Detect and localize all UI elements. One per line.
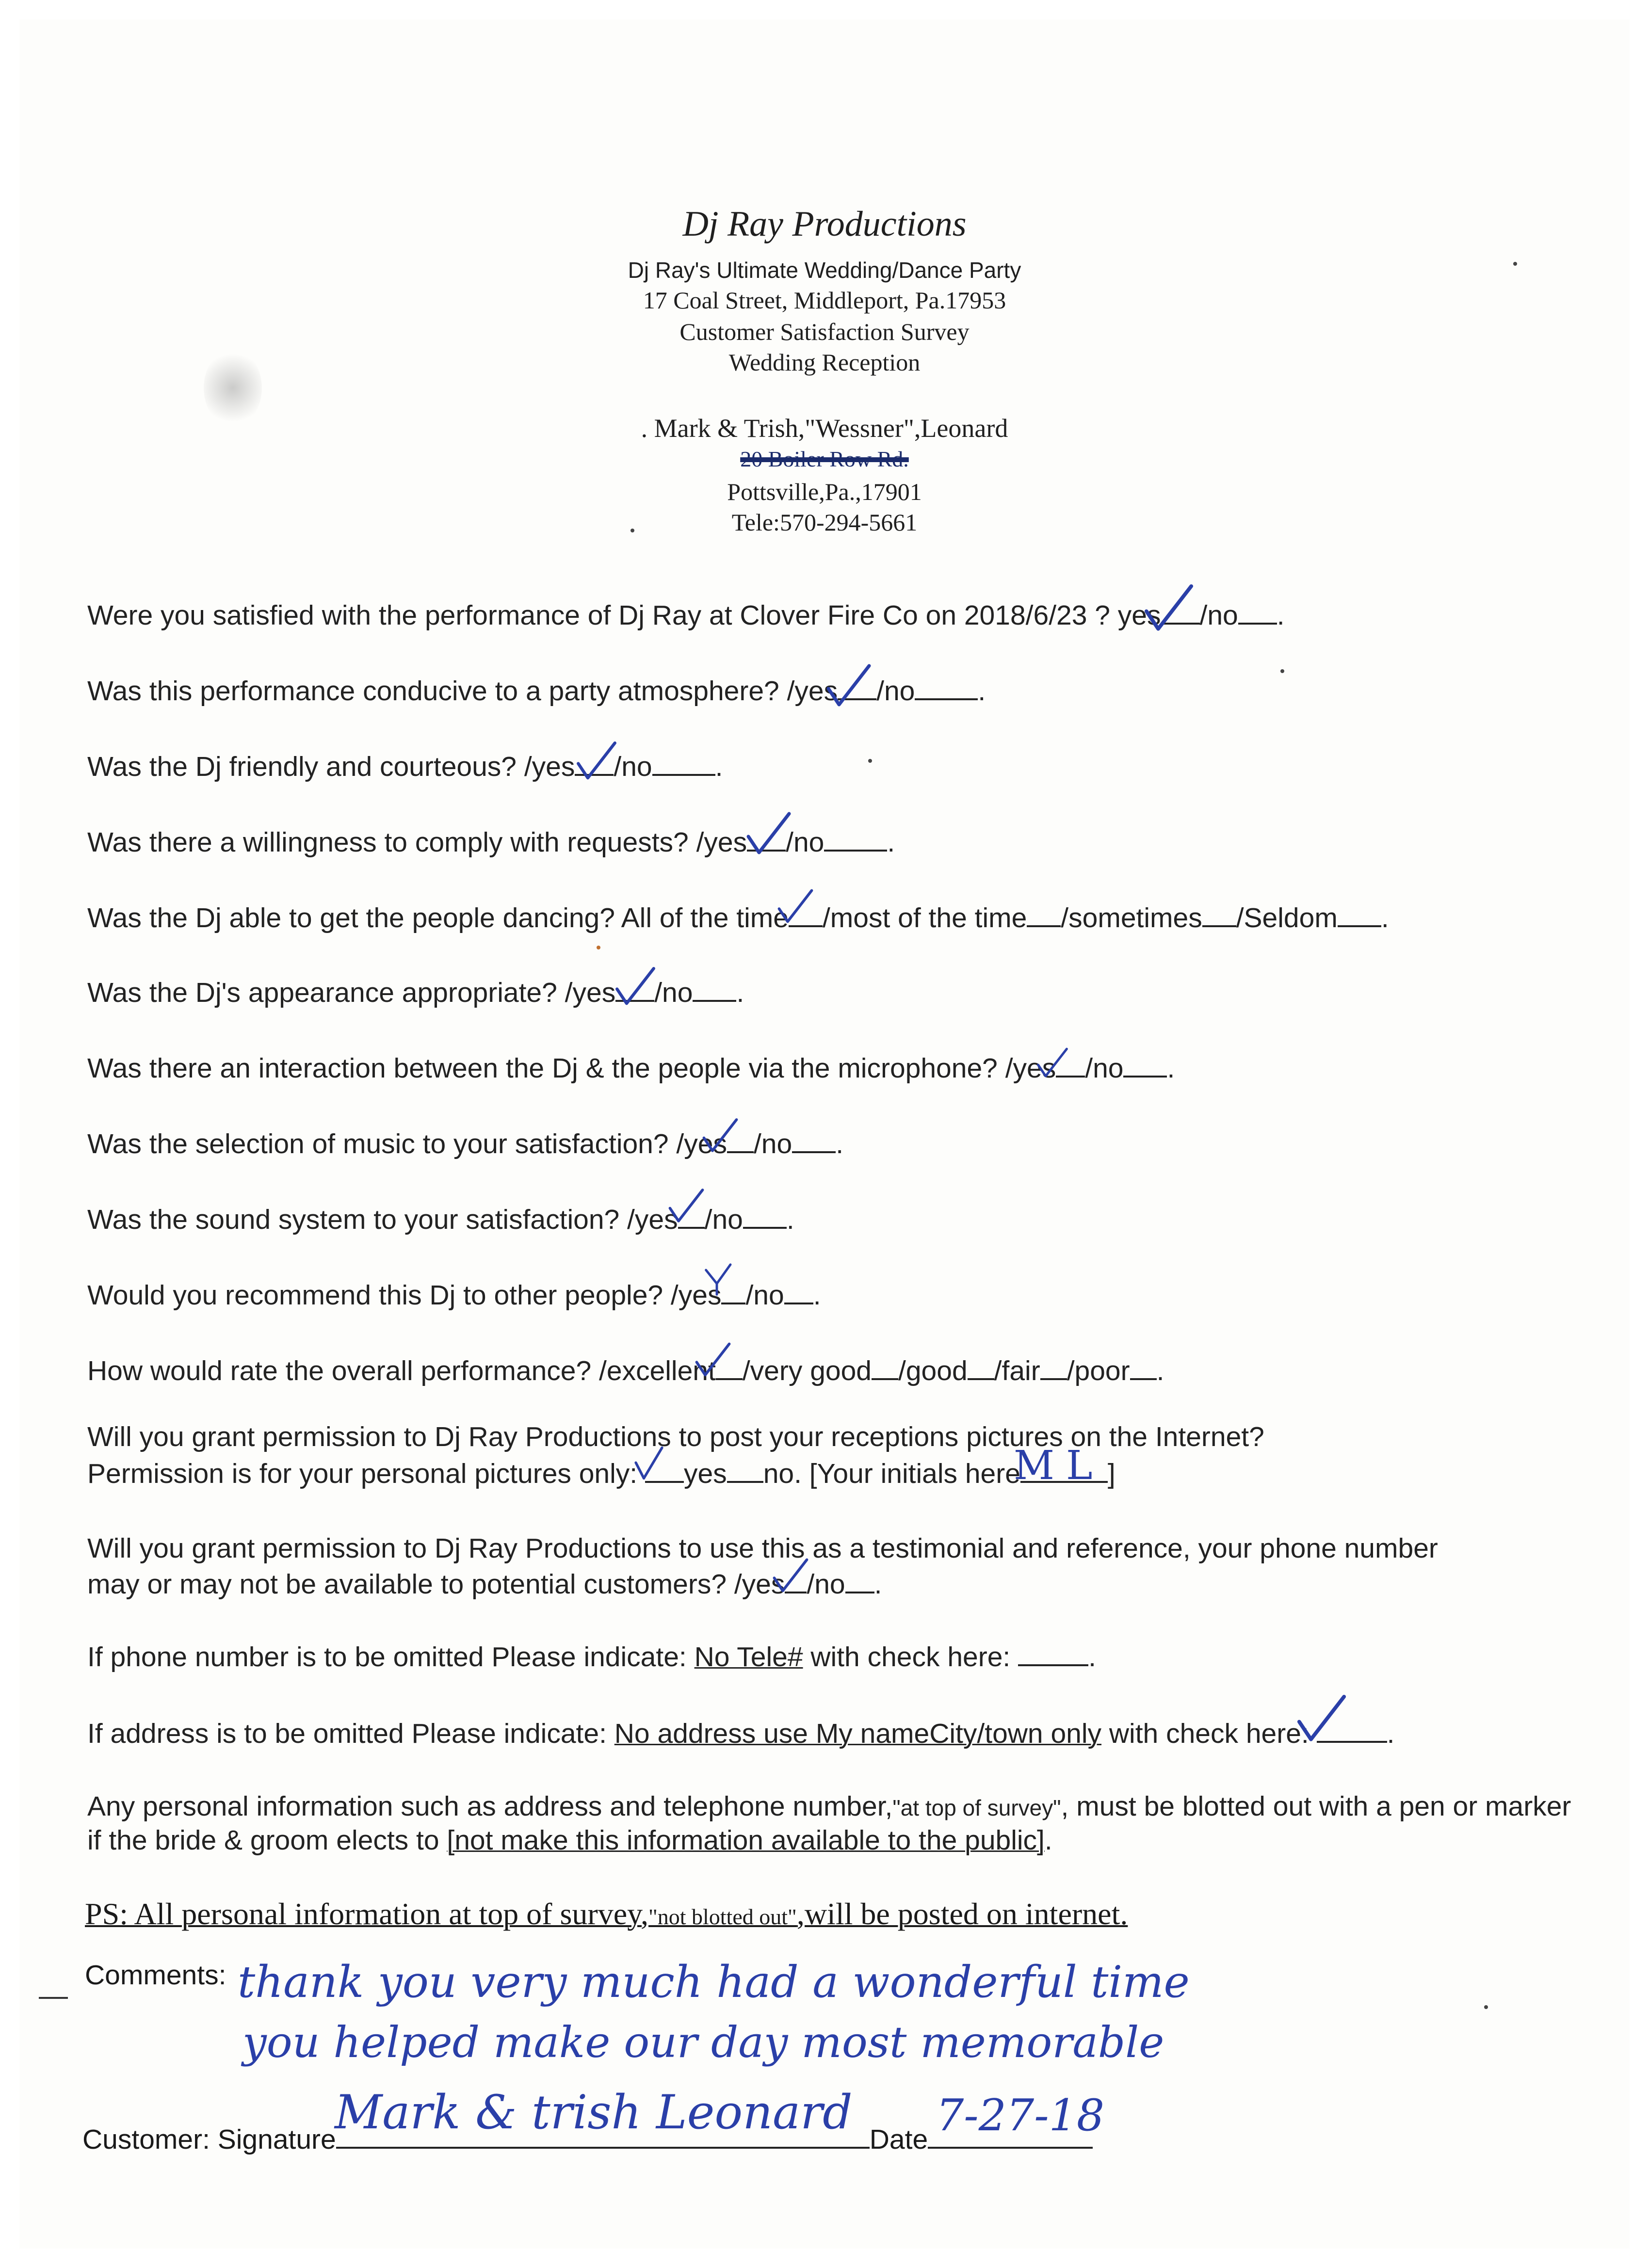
margin-dash <box>39 1997 68 1999</box>
question-9: Was the sound system to your satisfaction? /yes /no . <box>87 1202 794 1236</box>
q3-yes-checkmark <box>575 740 618 783</box>
customer-city: Pottsville,Pa.,17901 <box>727 478 922 505</box>
question-14: If phone number is to be omitted Please indicate: No Tele# with check here: . <box>87 1639 1096 1673</box>
q11-very-good-blank[interactable] <box>872 1353 898 1380</box>
paper-speck <box>1484 2005 1488 2009</box>
comments-label: Comments: <box>85 1960 226 1991</box>
survey-title: Customer Satisfaction Survey <box>679 318 970 345</box>
paper-speck <box>1280 669 1284 673</box>
comment-line-1[interactable]: thank you very much had a wonderful time <box>238 1957 1190 2008</box>
company-address: 17 Coal Street, Middleport, Pa.17953 <box>643 287 1006 314</box>
q5-all-time-checkmark <box>776 880 815 933</box>
paper-speck <box>630 529 634 532</box>
question-13-line-2: may or may not be available to potential customers? /yes /no . <box>87 1566 882 1600</box>
paper-speck <box>597 946 600 949</box>
question-1: Were you satisfied with the performance of Dj Ray at Clover Fire Co on 2018/6/23 ? yes /no . <box>87 597 1285 631</box>
q6-no-blank[interactable] <box>693 975 736 1002</box>
blotted-street-address: 20 Boiler Row Rd. <box>740 447 909 471</box>
q1-yes-checkmark <box>1142 582 1196 635</box>
company-name: Dj Ray Productions <box>682 204 967 244</box>
customer-signature: Mark & trish Leonard <box>335 2085 853 2139</box>
question-7: Was there an interaction between the Dj & the people via the microphone? /yes /no . <box>87 1050 1175 1084</box>
question-4: Was there a willingness to comply with requests? /yes /no . <box>87 824 895 858</box>
q5-sometimes-blank[interactable] <box>1202 900 1236 927</box>
q4-no-blank[interactable] <box>824 824 887 852</box>
q2-yes-checkmark <box>824 662 873 710</box>
paper-speck <box>1513 262 1517 266</box>
question-5: Was the Dj able to get the people dancing? All of the time /most of the time /sometimes /Seldom . <box>87 900 1389 934</box>
q12-no-blank[interactable] <box>727 1456 763 1483</box>
q10-no-blank[interactable] <box>784 1277 813 1304</box>
paper-speck <box>868 759 872 763</box>
question-8: Was the selection of music to your satisfaction? /yes /no . <box>87 1126 843 1160</box>
question-11: How would rate the overall performance? /excellent /very good /good /fair /poor . <box>87 1353 1164 1387</box>
q6-yes-checkmark <box>614 965 657 1009</box>
q11-excellent-checkmark <box>694 1336 732 1384</box>
signature-row: Customer: Signature Date <box>82 2122 1093 2155</box>
q9-no-blank[interactable] <box>743 1202 787 1229</box>
question-10: Would you recommend this Dj to other people? /yes /no . <box>87 1277 821 1311</box>
q10-yes-checkmark <box>703 1254 737 1307</box>
ps-notice: PS: All personal information at top of survey,"not blotted out",will be posted on internet. <box>85 1897 1128 1931</box>
question-12-line-2: Permission is for your personal pictures only: yes no. [Your initials here ] <box>87 1456 1116 1490</box>
q8-no-blank[interactable] <box>792 1126 836 1153</box>
q12-yes-checkmark <box>633 1443 669 1486</box>
q11-poor-blank[interactable] <box>1130 1353 1157 1380</box>
q14-check-blank[interactable] <box>1018 1639 1088 1666</box>
question-16-line-1: Any personal information such as address and telephone number,"at top of survey", must be blotted out with a pen or marker <box>87 1791 1571 1822</box>
customer-initials: ML <box>1014 1443 1104 1489</box>
q2-no-blank[interactable] <box>915 673 978 700</box>
question-2: Was this performance conducive to a party atmosphere? /yes /no . <box>87 673 986 707</box>
q15-checkmark <box>1295 1692 1348 1746</box>
question-6: Was the Dj's appearance appropriate? /yes /no . <box>87 975 744 1009</box>
q3-no-blank[interactable] <box>652 749 715 776</box>
q9-yes-checkmark <box>667 1178 706 1234</box>
customer-phone: Tele:570-294-5661 <box>731 509 918 536</box>
customer-name: . Mark & Trish,"Wessner",Leonard <box>641 414 1008 443</box>
question-13-line-1: Will you grant permission to Dj Ray Productions to use this as a testimonial and reference, your phone number <box>87 1533 1438 1564</box>
q5-seldom-blank[interactable] <box>1338 900 1381 927</box>
q13-no-blank[interactable] <box>845 1566 874 1593</box>
event-type: Wedding Reception <box>728 349 921 376</box>
question-15: If address is to be omitted Please indicate: No address use My nameCity/town only with check here: . <box>87 1716 1394 1750</box>
q5-most-time-blank[interactable] <box>1027 900 1061 927</box>
comment-line-2[interactable]: you helped make our day most memorable <box>242 2017 1164 2067</box>
question-16-line-2: if the bride & groom elects to [not make this information available to the public]. <box>87 1825 1052 1856</box>
signature-date: 7-27-18 <box>936 2090 1105 2141</box>
company-subtitle: Dj Ray's Ultimate Wedding/Dance Party <box>628 257 1021 283</box>
q1-no-blank[interactable] <box>1238 597 1277 625</box>
q7-yes-checkmark <box>1035 1043 1069 1084</box>
q4-yes-checkmark <box>744 807 793 861</box>
q7-no-blank[interactable] <box>1123 1050 1167 1078</box>
q11-fair-blank[interactable] <box>1040 1353 1067 1380</box>
question-3: Was the Dj friendly and courteous? /yes /no . <box>87 749 723 783</box>
q11-good-blank[interactable] <box>968 1353 994 1380</box>
q13-yes-checkmark <box>771 1552 810 1600</box>
question-12-line-1: Will you grant permission to Dj Ray Productions to post your receptions pictures on the Internet? <box>87 1421 1264 1452</box>
q8-yes-checkmark <box>701 1108 740 1164</box>
